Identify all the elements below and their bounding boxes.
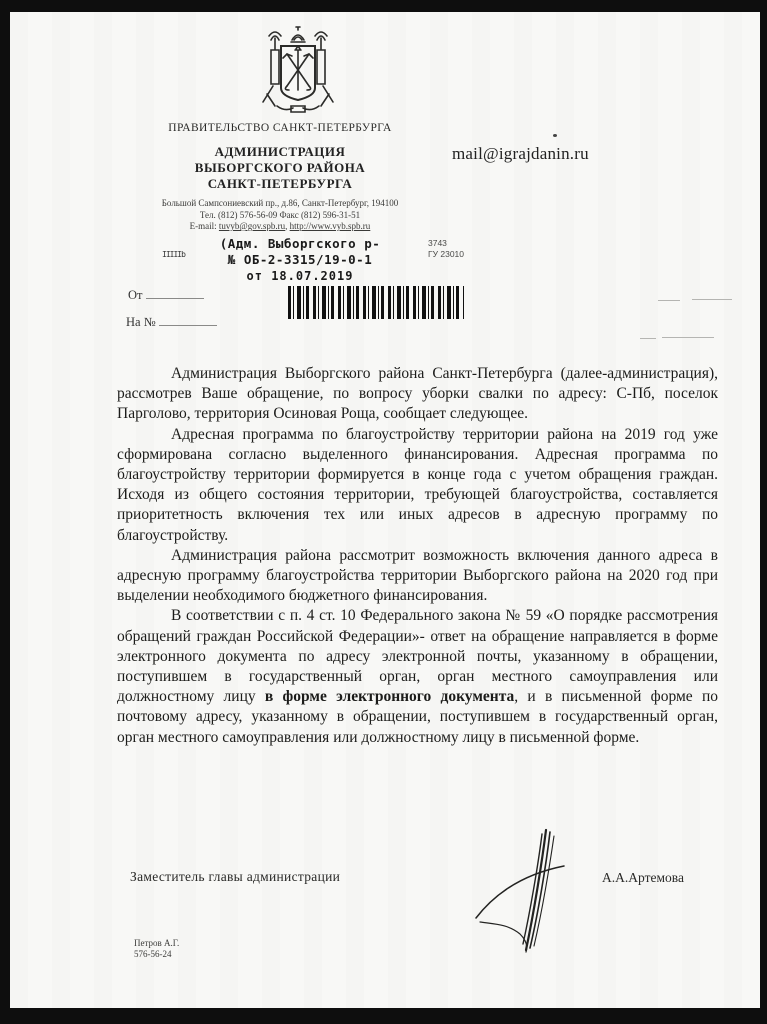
ref-to-row	[126, 315, 217, 330]
org-contact-block	[65, 198, 495, 233]
email-label: E-mail:	[189, 221, 219, 231]
executor-phone: 576-56-24	[134, 949, 172, 959]
scanned-letter-page	[10, 12, 760, 1008]
ref-from-row	[128, 288, 204, 303]
scan-speck	[553, 134, 557, 137]
organization-name	[65, 144, 495, 192]
recipient-email: mail@igrajdanin.ru	[452, 144, 589, 163]
signer-name: А.А.Артемова	[602, 870, 684, 885]
paragraph-4-bold-phrase: в форме электронного документа	[264, 688, 515, 706]
spb-coat-of-arms-icon	[247, 26, 349, 122]
barcode	[288, 286, 464, 319]
scan-artifact-dash	[640, 338, 656, 339]
stamp-code-bottom: ГУ 23010	[428, 249, 465, 259]
stamp-side-marks: IIIIIb	[162, 250, 185, 259]
executor-block	[134, 938, 179, 960]
org-line-2: ВЫБОРГСКОГО РАЙОНА	[194, 160, 366, 175]
scan-artifact-dash	[692, 299, 732, 300]
executor-name: Петров А.Г.	[134, 938, 180, 948]
paragraph-1: Администрация Выборгского района Санкт-Петербурга (далее-администрация), рассмотрев Ваше обращение, по вопросу уборки свалки по адресу: С-Пб, поселок Парголово, территория Осиновая Роща, сообщает следующее.	[117, 365, 718, 423]
stamp-number: № ОБ-2-3315/19-0-1	[227, 252, 373, 267]
handwritten-signature	[468, 822, 598, 967]
stamp-code-top: 3743	[428, 238, 447, 248]
email-site-separator: ,	[285, 221, 290, 231]
paragraph-4-end: , и в письменной форме по почтовому адресу, указанному в обращении, поступившем в государственный орган, орган местного самоуправления или должностному лицу в письменной форме.	[117, 688, 718, 746]
org-line-3: САНКТ-ПЕТЕРБУРГА	[207, 176, 353, 191]
paragraph-3: Администрация района рассмотрит возможность включения данного адреса в адресную программу благоустройства территории Выборгского района на 2020 год при выделении необходимого бюджетного финансирования.	[117, 546, 718, 605]
ref-from-blank-line	[146, 288, 204, 299]
org-email: tuvyb@gov.spb.ru	[218, 221, 286, 231]
signer-position: Заместитель главы администрации	[130, 869, 341, 884]
org-phone-fax: Тел. (812) 576-56-09 Факс (812) 596-31-51	[199, 209, 361, 220]
paragraph-4-start: В соответствии с п. 4 ст. 10 Федерального закона № 59 «О порядке рассмотрения обращений граждан Российской Федерации»- ответ на обращение направляется в форме электронного документа по адресу электронной почты, указанному в обращении, поступившем в государственный орган, орган местного самоуправления или должностному лицу	[117, 607, 718, 706]
government-title: ПРАВИТЕЛЬСТВО САНКТ-ПЕТЕРБУРГА	[168, 122, 392, 134]
org-address: Большой Сампсониевский пр., д.86, Санкт-Петербург, 194100	[161, 198, 399, 208]
ref-from-label: От	[128, 288, 143, 302]
scan-artifact-dash	[658, 300, 680, 301]
ref-to-label: На №	[126, 315, 156, 329]
ref-to-blank-line	[159, 315, 217, 326]
paragraph-2: Адресная программа по благоустройству территории района на 2019 год уже сформирована согласно выделенного финансирования. Адресная программа по благоустройству территории формируется в конце года с учетом обращения граждан. Исходя из общего состояния территории, требующей благоустройства, составляется приоритетность включения тех или иных адресов в адресную программу по благоустройству.	[117, 425, 718, 544]
stamp-codes	[428, 238, 464, 260]
scan-artifact-dash	[662, 337, 714, 338]
paragraph-4	[117, 606, 718, 747]
org-line-1: АДМИНИСТРАЦИЯ	[214, 144, 346, 159]
stamp-org-line: (Адм. Выборгского р-	[219, 236, 381, 251]
letter-body	[117, 364, 718, 748]
stamp-date: от 18.07.2019	[246, 269, 354, 283]
registration-stamp	[180, 236, 420, 284]
org-email-line	[65, 221, 495, 233]
org-website: http://www.vyb.spb.ru	[289, 221, 371, 231]
